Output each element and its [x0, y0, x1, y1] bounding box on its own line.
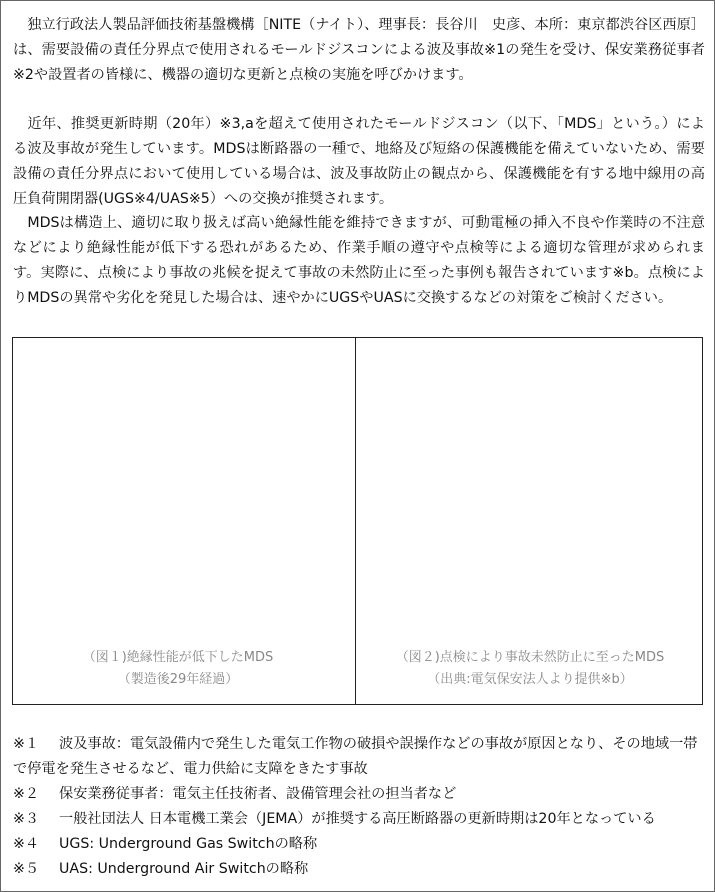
- paragraph-background: 近年、推奨更新時期（20年）※3,aを超えて使用されたモールドジスコン（以下、「MDS」という。）による波及事故が発生しています。MDSは断路器の一種で、地絡及び短絡の保護機能を備えていないため、需要設備の責任分界点において使用している場合は、波及事故防止の観点から、保護機能を有する地中線用の高圧負荷開閉器(UGS※4/UAS※5）への交換が推奨されます。: [13, 116, 705, 207]
- footnote-5: [13, 857, 705, 882]
- footnote-2: [13, 782, 705, 807]
- figure-2-caption-title: （図２)点検により事故未然防止に至ったMDS: [395, 650, 665, 665]
- figure-panel: [12, 337, 703, 705]
- footnotes: [13, 732, 705, 882]
- footnote-mark: ※１: [13, 736, 40, 752]
- footnote-1: [13, 732, 705, 782]
- paragraph-intro: 独立行政法人製品評価技術基盤機構［NITE（ナイト）、理事長：長谷川 史彦、本所：東京都渋谷区西原］は、需要設備の責任分界点で使用されるモールドジスコンによる波及事故※1の発生を受け、保安業務従事者※2や設置者の皆様に、機器の適切な更新と点検の実施を呼びかけます。: [13, 17, 705, 83]
- figure-1-caption: [13, 647, 343, 691]
- figure-1-caption-note: （製造後29年経過）: [117, 672, 239, 687]
- footnote-text: UAS: Underground Air Switchの略称: [59, 861, 309, 877]
- footnote-mark: ※４: [13, 836, 40, 852]
- figure-2-caption-note: （出典:電気保安法人より提供※b）: [427, 672, 633, 687]
- figure-1-caption-title: （図１)絶縁性能が低下したMDS: [82, 650, 274, 665]
- footnote-text: 波及事故：電気設備内で発生した電気工作物の破損や誤操作などの事故が原因となり、その地域一帯で停電を発生させるなど、電力供給に支障をきたす事故: [13, 736, 698, 777]
- footnote-4: [13, 832, 705, 857]
- paragraph-maintenance: MDSは構造上、適切に取り扱えば高い絶縁性能を維持できますが、可動電極の挿入不良や作業時の不注意などにより絶縁性能が低下する恐れがあるため、作業手順の遵守や点検等による適切な管理が求められます。実際に、点検により事故の兆候を捉えて事故の未然防止に至った事例も報告されています※b。点検によりMDSの異常や劣化を発見した場合は、速やかにUGSやUASに交換するなどの対策をご検討ください。: [13, 215, 705, 306]
- footnote-mark: ※５: [13, 861, 40, 877]
- footnote-text: UGS: Underground Gas Switchの略称: [59, 836, 318, 852]
- footnote-text: 一般社団法人 日本電機工業会（JEMA）が推奨する高圧断路器の更新時期は20年となっている: [59, 811, 656, 827]
- footnote-mark: ※３: [13, 811, 40, 827]
- footnote-text: 保安業務従事者：電気主任技術者、設備管理会社の担当者など: [59, 786, 457, 802]
- footnote-mark: ※２: [13, 786, 40, 802]
- footnote-3: [13, 807, 705, 832]
- figure-2-caption: [356, 647, 704, 691]
